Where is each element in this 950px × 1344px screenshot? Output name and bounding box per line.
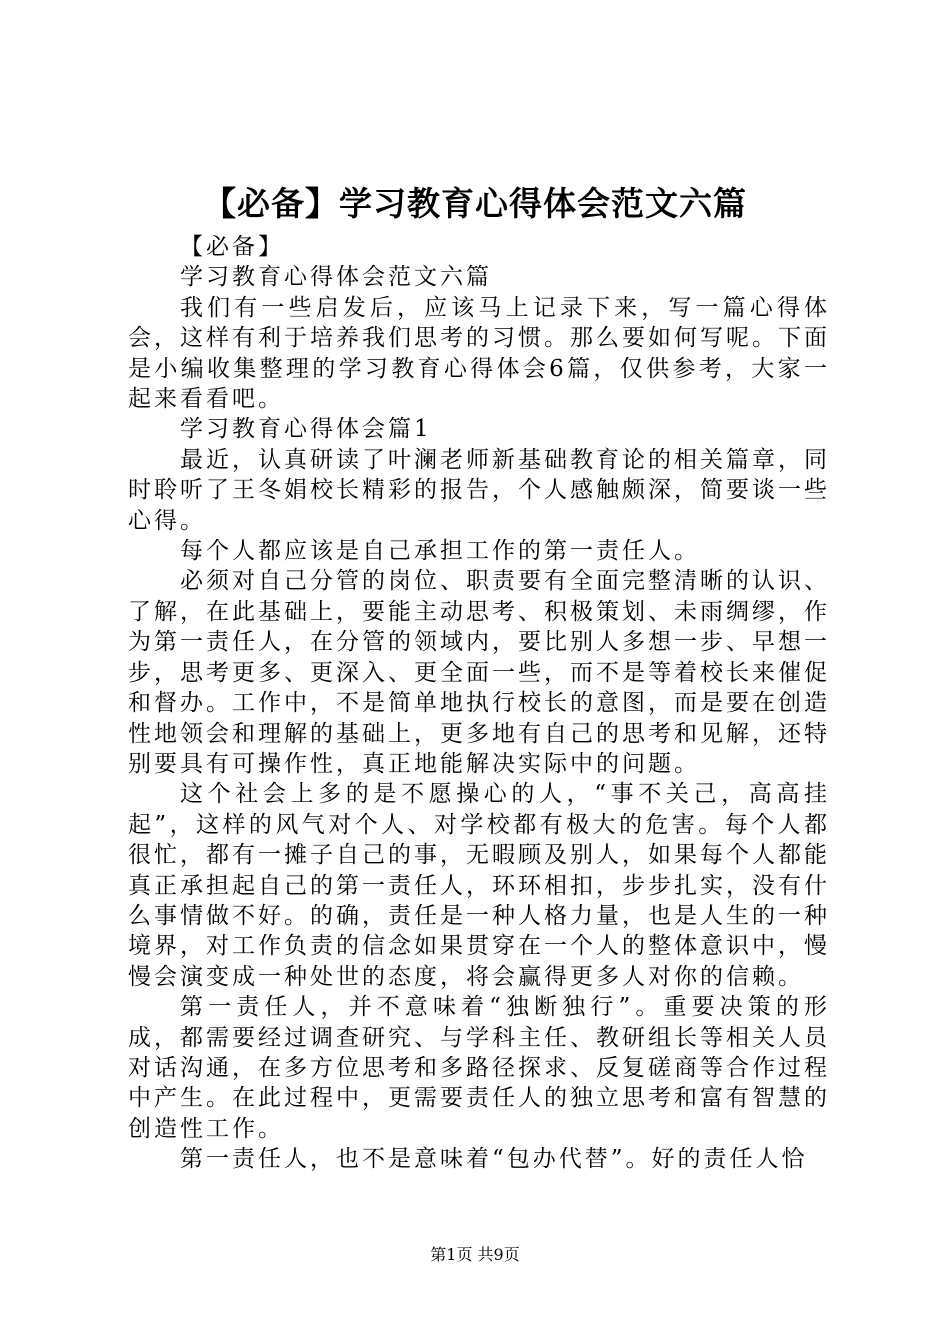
paragraph: 我们有一些启发后，应该马上记录下来，写一篇心得体会，这样有利于培养我们思考的习惯。那么要如何写呢。下面是小编收集整理的学习教育心得体会6篇，仅供参考，大家一起来看看吧。: [128, 294, 830, 413]
paragraph: 【必备】: [180, 234, 284, 260]
document-body: [128, 232, 830, 1175]
paragraph: 这个社会上多的是不愿操心的人，“事不关己，高高挂起”，这样的风气对个人、对学校都有极大的危害。每个人都很忙，都有一摊子自己的事，无暇顾及别人，如果每个人都能真正承担起自己的第一责任人，环环相扣，步步扎实，没有什么事情做不好。的确，责任是一种人格力量，也是人生的一种境界，对工作负责的信念如果贯穿在一个人的整体意识中，慢慢会演变成一种处世的态度，将会赢得更多人对你的信赖。: [128, 781, 830, 990]
paragraph: 学习教育心得体会篇1: [180, 416, 432, 443]
paragraph: 第一责任人，也不是意味着“包办代替”。好的责任人恰: [180, 1146, 808, 1173]
document-title: 【必备】学习教育心得体会范文六篇: [203, 184, 747, 223]
paragraph: 第一责任人，并不意味着“独断独行”。重要决策的形成，都需要经过调查研究、与学科主任、教研组长等相关人员对话沟通，在多方位思考和多路径探求、反复磋商等合作过程中产生。在此过程中，更需要责任人的独立思考和富有智慧的创造性工作。: [128, 994, 830, 1142]
paragraph: 学习教育心得体会范文六篇: [180, 264, 492, 291]
paragraph: 每个人都应该是自己承担工作的第一责任人。: [180, 538, 700, 565]
paragraph: 必须对自己分管的岗位、职责要有全面完整清晰的认识、了解，在此基础上，要能主动思考、积极策划、未雨绸缪，作为第一责任人，在分管的领域内，要比别人多想一步、早想一步，思考更多、更深入、更全面一些，而不是等着校长来催促和督办。工作中，不是简单地执行校长的意图，而是要在创造性地领会和理解的基础上，更多地有自己的思考和见解，还特别要具有可操作性，真正地能解决实际中的问题。: [128, 568, 830, 777]
page-footer: 第1页 共9页: [430, 1245, 520, 1264]
paragraph: 最近，认真研读了叶澜老师新基础教育论的相关篇章，同时聆听了王冬娟校长精彩的报告，个人感触颇深，简要谈一些心得。: [128, 446, 830, 534]
